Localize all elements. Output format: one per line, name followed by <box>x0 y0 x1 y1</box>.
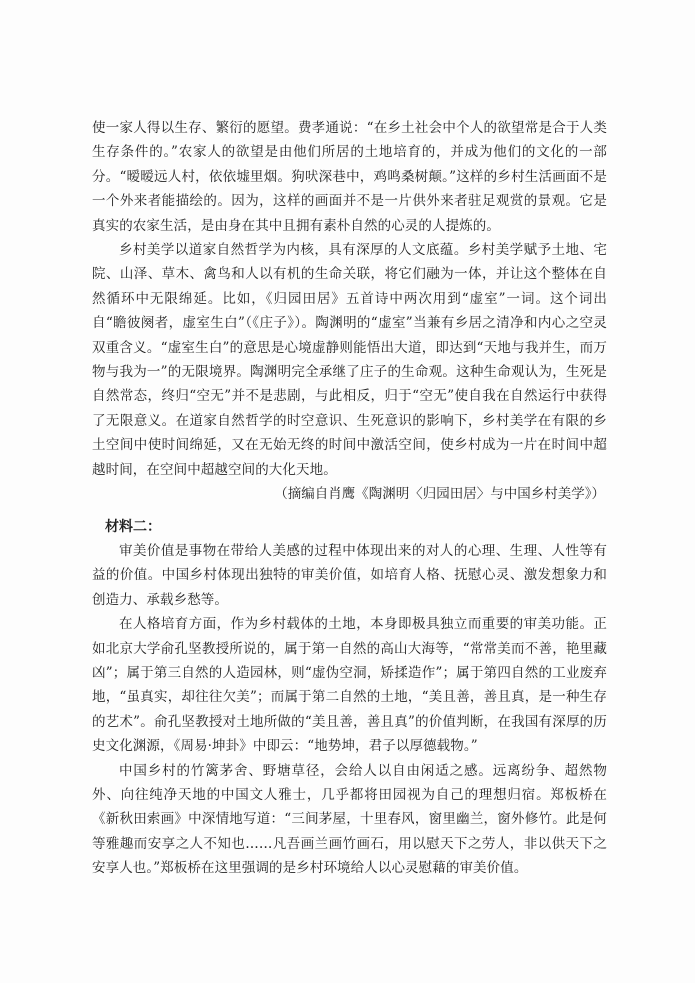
paragraph-rural-scenery: 中国乡村的竹篱茅舍、野塘草径，会给人以自由闲适之感。远离纷争、超然物外、向往纯净天地的中国文人雅士，几乎都将田园视为自己的理想归宿。郑板桥在《新秋田索画》中深情地写道：“三间茅屋，十里春风，窗里幽兰，窗外修竹。此是何等雅趣而安享之人不知也……凡吾画兰画竹画石，用以慰天下之劳人，非以供天下之安享人也。”郑板桥在这里强调的是乡村环境给人以心灵慰藉的审美价值。 <box>92 762 607 877</box>
source-citation: （摘编自肖鹰《陶渊明〈归园田居〉与中国乡村美学》） <box>274 486 605 503</box>
document-body <box>92 116 607 881</box>
paragraph-personality-cultivation: 在人格培育方面，作为乡村载体的土地，本身即极具独立而重要的审美功能。正如北京大学俞孔坚教授所说的，属于第一自然的高山大海等，“常常美而不善，艳里藏凶”；属于第三自然的人造园林，则“虚伪空洞，矫揉造作”；属于第四自然的工业废弃地，“虽真实，却往往欠美”；而属于第二自然的土地，“美且善，善且真，是一种生存的艺术”。俞孔坚教授对土地所做的“美且善，善且真”的价值判断，在我国有深厚的历史文化渊源，《周易·坤卦》中即云：“地势坤，君子以厚德载物。” <box>92 616 607 755</box>
material-two-heading: 材料二： <box>105 518 161 535</box>
paragraph-rural-aesthetics: 乡村美学以道家自然哲学为内核，具有深厚的人文底蕴。乡村美学赋予土地、宅院、山泽、草木、禽鸟和人以有机的生命关联，将它们融为一体，并让这个整体在自然循环中无限绵延。比如，《归园田居》五首诗中两次用到“虚室”一词。这个词出自“瞻彼阕者，虚室生白”（《庄子》）。陶渊明的“虚室”当兼有乡居之清净和内心之空灵双重含义。“虚室生白”的意思是心境虚静则能悟出大道，即达到“天地与我并生，而万物与我为一”的无限境界。陶渊明完全承继了庄子的生命观。这种生命观认为，生死是自然常态，终归“空无”并不是悲剧，与此相反，归于“空无”使自我在自然运行中获得了无限意义。在道家自然哲学的时空意识、生死意识的影响下，乡村美学在有限的乡土空间中使时间绵延，又在无始无终的时间中激活空间，使乡村成为一片在时间中超越时间，在空间中超越空间的大化天地。 <box>92 242 607 478</box>
paragraph-continuation: 使一家人得以生存、繁衍的愿望。费孝通说：“在乡土社会中个人的欲望常是合于人类生存条件的。”农家人的欲望是由他们所居的土地培育的，并成为他们的文化的一部分。“暧暧远人村，依依墟里烟。狗吠深巷中，鸡鸣桑树颠。”这样的乡村生活画面不是一个外来者能描绘的。因为，这样的画面并不是一片供外来者驻足观赏的景观。它是真实的农家生活，是由身在其中且拥有素朴自然的心灵的人提炼的。 <box>92 120 607 234</box>
paragraph-aesthetic-value: 审美价值是事物在带给人美感的过程中体现出来的对人的心理、生理、人性等有益的价值。中国乡村体现出独特的审美价值，如培育人格、抚慰心灵、激发想象力和创造力、承载乡愁等。 <box>92 542 607 608</box>
